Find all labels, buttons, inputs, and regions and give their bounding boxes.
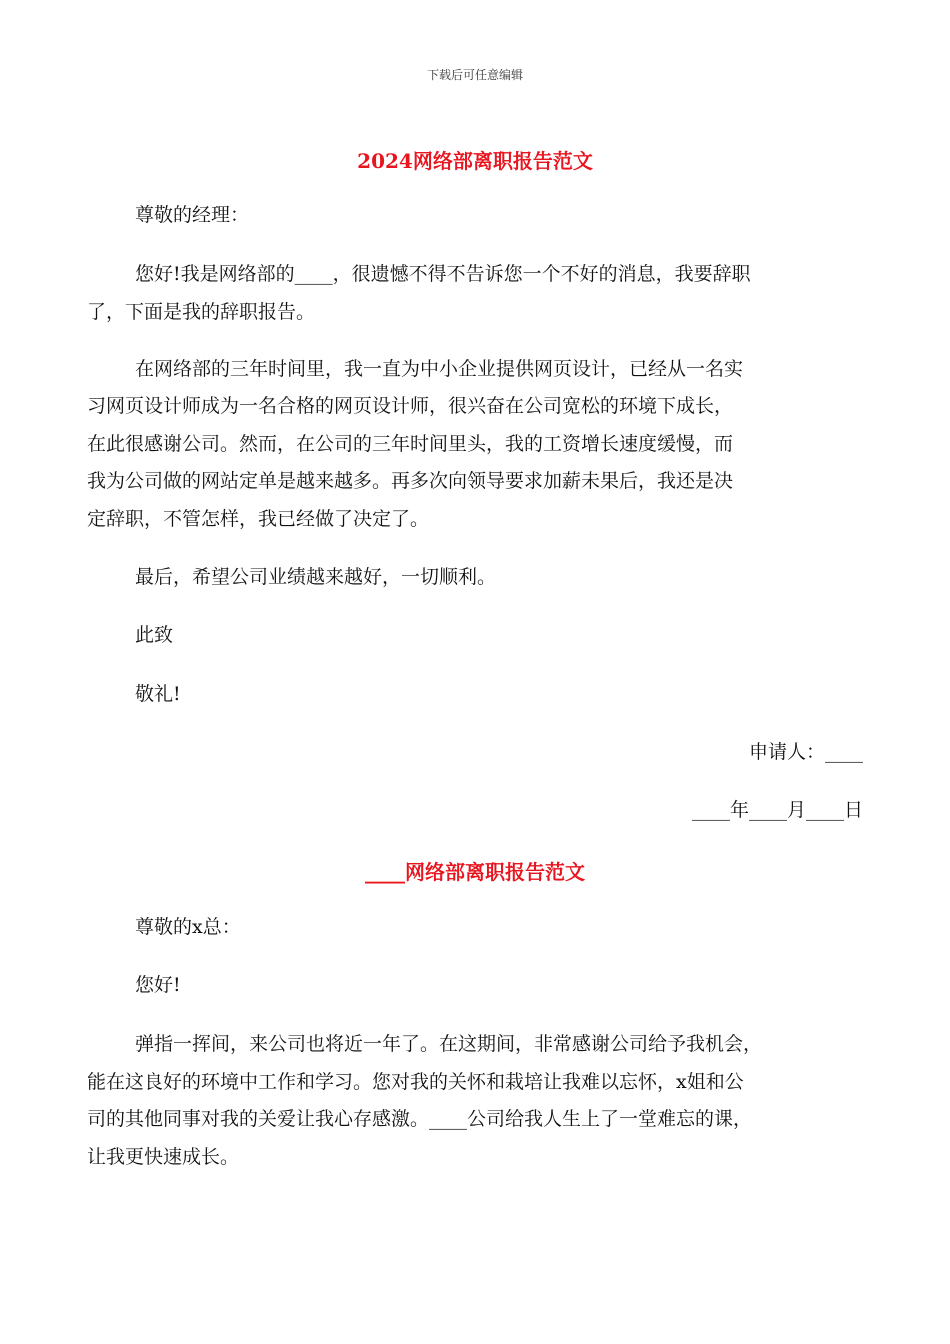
paragraph-line: 了，下面是我的辞职报告。: [87, 301, 316, 323]
date-line: ____年____月____日: [691, 799, 863, 821]
applicant-signature: 申请人：____: [748, 741, 863, 763]
paragraph-line: 最后，希望公司业绩越来越好，一切顺利。: [135, 566, 497, 588]
page-header: 下载后可任意编辑: [426, 68, 523, 82]
greeting-2: 尊敬的x总：: [135, 916, 241, 938]
paragraph-line: 定辞职，不管怎样，我已经做了决定了。: [87, 508, 430, 530]
document-title-2: ____网络部离职报告范文: [365, 860, 585, 884]
closing-line: 此致: [135, 624, 174, 646]
paragraph-line: 习网页设计师成为一名合格的网页设计师，很兴奋在公司宽松的环境下成长，: [87, 395, 734, 417]
paragraph-line: 能在这良好的环境中工作和学习。您对我的关怀和栽培让我难以忘怀，x姐和公: [87, 1071, 744, 1093]
paragraph-line: 让我更快速成长。: [87, 1146, 240, 1168]
paragraph-line: 弹指一挥间，来公司也将近一年了。在这期间，非常感谢公司给予我机会，: [135, 1033, 763, 1055]
paragraph-line: 在网络部的三年时间里，我一直为中小企业提供网页设计，已经从一名实: [135, 358, 744, 380]
greeting-1: 尊敬的经理：: [135, 204, 250, 226]
paragraph-line: 司的其他同事对我的关爱让我心存感激。____公司给我人生上了一堂难忘的课，: [87, 1108, 753, 1130]
paragraph-line: 您好!我是网络部的____，很遗憾不得不告诉您一个不好的消息，我要辞职: [135, 263, 751, 285]
closing-line: 敬礼!: [135, 683, 181, 705]
salutation: 您好!: [135, 974, 181, 996]
paragraph-line: 在此很感谢公司。然而，在公司的三年时间里头，我的工资增长速度缓慢，而: [87, 433, 734, 455]
document-title-1: 2024网络部离职报告范文: [357, 149, 593, 173]
paragraph-line: 我为公司做的网站定单是越来越多。再多次向领导要求加薪未果后，我还是决: [87, 470, 734, 492]
